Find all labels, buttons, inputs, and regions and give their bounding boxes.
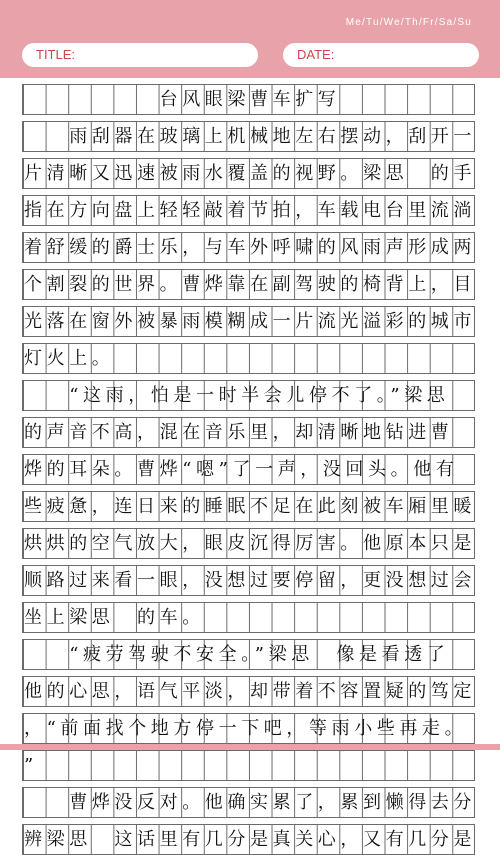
- line-text: 灯火上。: [24, 348, 115, 369]
- line-text: “这雨，怕是一时半会儿停不了。”梁思: [24, 385, 450, 406]
- grid-line: [22, 528, 475, 559]
- line-text: 着舒缓的爵士乐，与车外呼啸的风雨声形成两: [24, 237, 476, 258]
- line-text: 雨刮器在玻璃上机械地左右摆动，刮开一: [24, 126, 476, 147]
- writing-grid: [22, 84, 476, 850]
- line-text: 些疲惫，连日来的睡眠不足在此刻被车厢里暖: [24, 496, 476, 517]
- line-text: ”: [24, 755, 38, 776]
- line-text: 的声音不高，混在音乐里，却清晰地钻进曹: [24, 422, 454, 443]
- grid-line: [22, 269, 475, 300]
- grid-line: [22, 787, 475, 818]
- line-text: 个割裂的世界。曹烨靠在副驾驶的椅背上，目: [24, 274, 476, 295]
- title-field[interactable]: [22, 43, 258, 67]
- line-text: 烨的耳朵。曹烨“嗯”了一声，没回头。他有: [24, 459, 459, 480]
- grid-line: [22, 158, 475, 189]
- header-band: [0, 0, 500, 78]
- line-text: 台风眼梁曹车扩写: [24, 89, 341, 110]
- line-text: 烘烘的空气放大，眼皮沉得厉害。他原本只是: [24, 533, 476, 554]
- date-label: DATE:: [297, 47, 335, 62]
- line-text: 指在方向盘上轻轻敲着节拍，车载电台里流淌: [24, 200, 476, 221]
- date-field[interactable]: [283, 43, 479, 67]
- weekday-labels: Me/Tu/We/Th/Fr/Sa/Su: [345, 17, 472, 28]
- line-text: 片清晰又迅速被雨水覆盖的视野。梁思 的手: [24, 163, 476, 184]
- grid-line: [22, 195, 475, 226]
- line-text: 光落在窗外被暴雨模糊成一片流光溢彩的城市: [24, 311, 476, 332]
- grid-line: [22, 232, 475, 263]
- grid-line: [22, 565, 475, 596]
- line-text: 曹烨没反对。他确实累了，累到懒得去分: [24, 792, 476, 813]
- grid-line: [22, 676, 475, 707]
- grid-line: [22, 121, 475, 152]
- grid-line: [22, 639, 475, 670]
- grid-line: [22, 750, 475, 781]
- grid-line: [22, 417, 475, 448]
- grid-line: [22, 491, 475, 522]
- line-text: 辨梁思 这话里有几分是真关心，又有几分是: [24, 829, 476, 850]
- grid-line: [22, 343, 475, 374]
- grid-line: [22, 602, 475, 633]
- line-text: “疲劳驾驶不安全。”梁思 像是看透了: [24, 644, 450, 665]
- grid-line: [22, 380, 475, 411]
- line-text: ，“前面找个地方停一下吧，等雨小些再走。: [24, 718, 468, 739]
- grid-line: [22, 454, 475, 485]
- grid-line: [22, 824, 475, 855]
- line-text: 坐上梁思 的车。: [24, 607, 205, 628]
- grid-line: [22, 306, 475, 337]
- footer-band: [0, 744, 500, 750]
- line-text: 他的心思，语气平淡，却带着不容置疑的笃定: [24, 681, 476, 702]
- title-label: TITLE:: [36, 47, 76, 62]
- grid-line: [22, 84, 475, 115]
- grid-line: [22, 713, 475, 744]
- line-text: 顺路过来看一眼，没想过要停留，更没想过会: [24, 570, 476, 591]
